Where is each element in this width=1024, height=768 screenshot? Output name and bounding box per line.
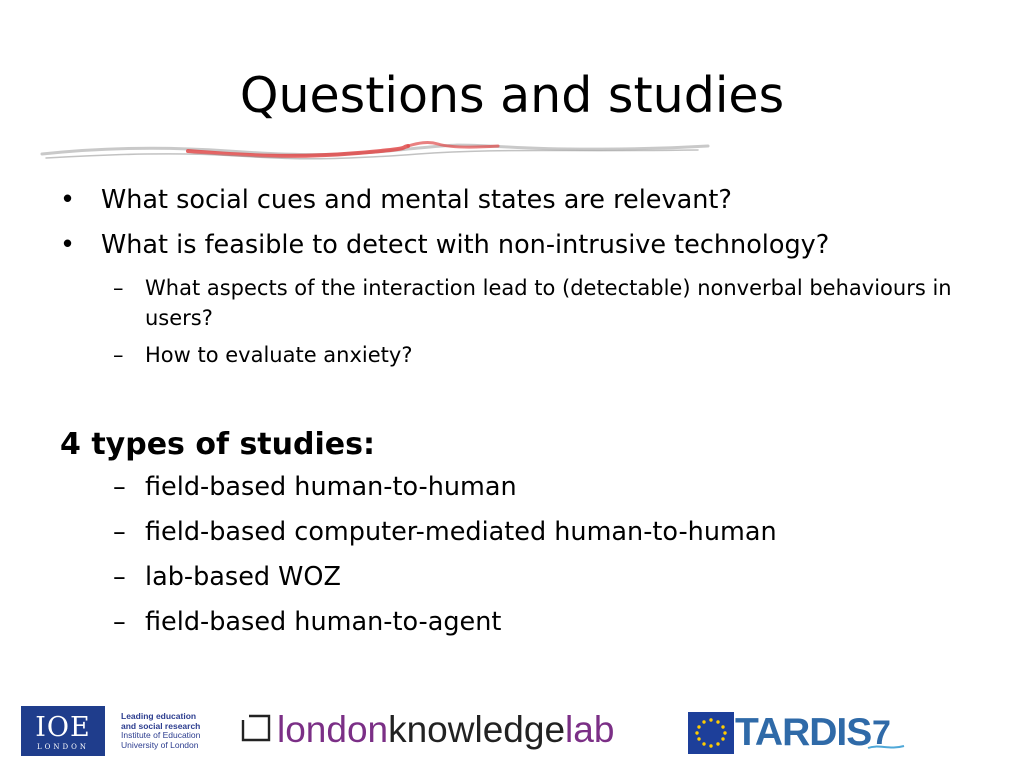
sub-bullet-item <box>60 340 980 370</box>
study-mark: – <box>113 517 126 547</box>
sub-bullet-item <box>60 273 980 333</box>
ioe-line-4: University of London <box>121 739 199 750</box>
study-item <box>60 470 980 504</box>
study-mark: – <box>113 472 126 502</box>
bullet-text: What is feasible to detect with non-intrusive technology? <box>101 230 830 260</box>
study-item <box>60 515 980 549</box>
study-mark: – <box>113 607 126 637</box>
ioe-logo <box>21 706 105 756</box>
slide-title: Questions and studies <box>239 67 785 124</box>
tardis-logo: TARDIS <box>735 711 872 754</box>
footer-logos <box>0 700 1024 768</box>
ioe-line-1: Leading education <box>121 711 197 721</box>
london-knowledge-lab-logo <box>277 707 614 753</box>
eu-flag-icon <box>688 712 734 754</box>
sub-bullet-text: How to evaluate anxiety? <box>145 343 413 367</box>
study-item <box>60 560 980 594</box>
study-text: field-based human-to-agent <box>145 607 502 637</box>
sub-bullet-text: What aspects of the interaction lead to (detectable) nonverbal behaviours in users? <box>145 276 952 330</box>
sub-bullet-mark: – <box>113 276 124 300</box>
lkl-bracket-icon <box>241 714 271 742</box>
study-text: field-based human-to-human <box>145 472 517 502</box>
bullet-text: What social cues and mental states are relevant? <box>101 185 732 215</box>
study-text: field-based computer-mediated human-to-human <box>145 517 777 547</box>
bullet-mark: • <box>60 185 76 215</box>
bullet-item <box>60 228 980 262</box>
bullet-item <box>60 183 980 217</box>
lkl-london: london <box>277 709 389 750</box>
fp7-numeral: 7 <box>872 714 891 752</box>
title-underline-decoration <box>38 138 714 166</box>
ioe-line-2: and social research <box>121 720 201 731</box>
sub-bullet-mark: – <box>113 343 124 367</box>
study-item <box>60 605 980 639</box>
lkl-knowledge: knowledge <box>388 709 566 750</box>
fp7-logo-icon <box>866 714 906 754</box>
ioe-logo-subtext: LONDON <box>37 743 89 751</box>
lkl-lab: lab <box>565 709 615 750</box>
study-mark: – <box>113 562 126 592</box>
ioe-tagline <box>121 712 200 750</box>
ioe-logo-text: IOE <box>35 712 91 743</box>
ioe-line-3: Institute of Education <box>121 730 201 740</box>
bullet-mark: • <box>60 230 76 260</box>
studies-heading: 4 types of studies: <box>60 427 375 462</box>
study-text: lab-based WOZ <box>145 562 341 592</box>
slide-content <box>60 183 980 650</box>
